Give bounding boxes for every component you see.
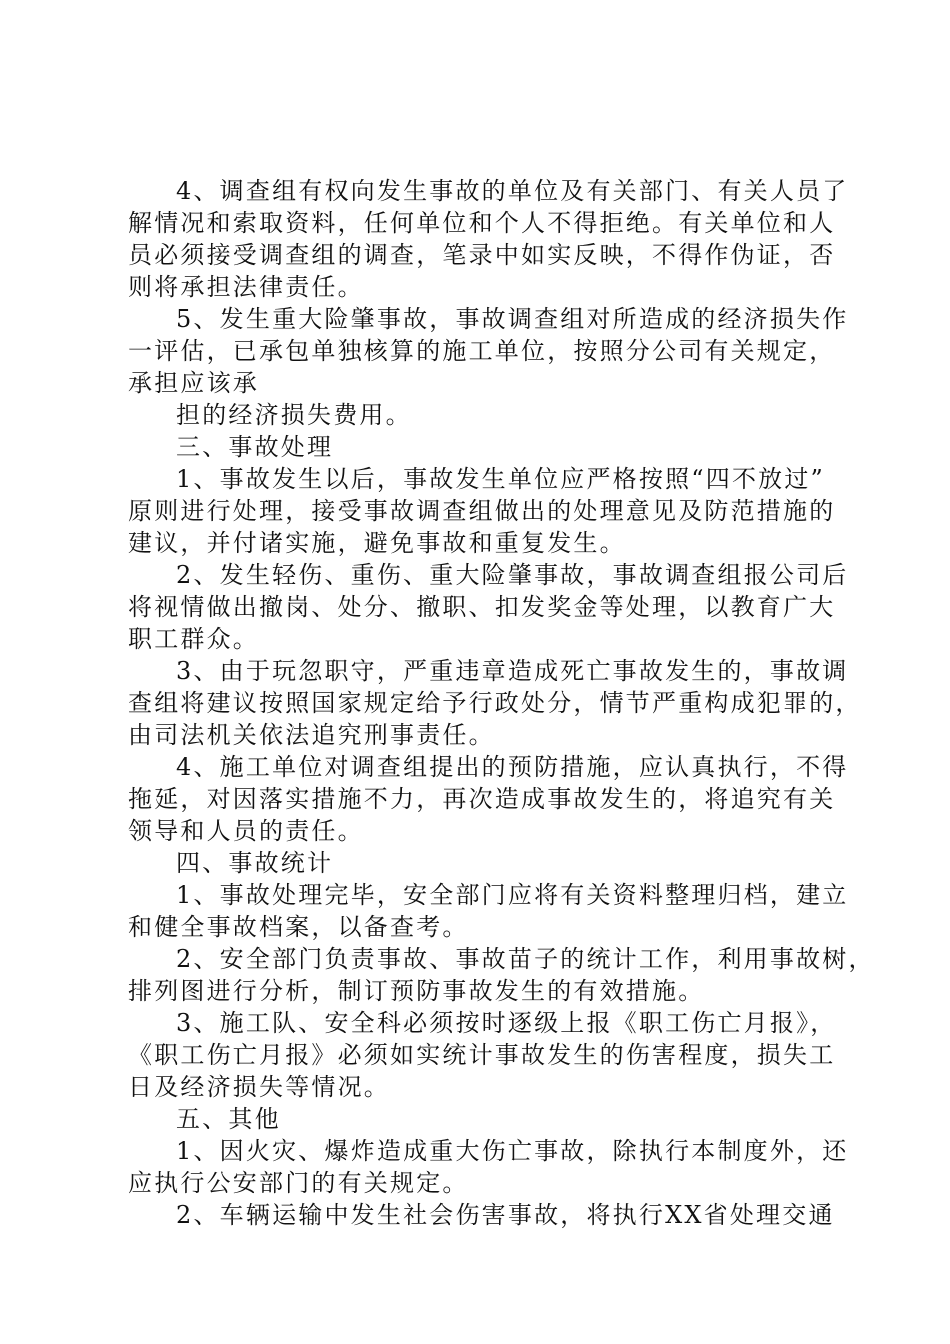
- text-line: 《职工伤亡月报》必须如实统计事故发生的伤害程度，损失工: [128, 1041, 836, 1069]
- text-line: 1、因火灾、爆炸造成重大伤亡事故，除执行本制度外，还: [176, 1137, 849, 1165]
- section-heading: 五、其他: [176, 1105, 281, 1133]
- text-line: 则将承担法律责任。: [128, 273, 364, 301]
- section-heading: 四、事故统计: [176, 849, 334, 877]
- text-line: 日及经济损失等情况。: [128, 1073, 390, 1101]
- text-line: 应执行公安部门的有关规定。: [128, 1169, 469, 1197]
- text-line: 领导和人员的责任。: [128, 817, 364, 845]
- text-line: 一评估，已承包单独核算的施工单位，按照分公司有关规定，: [128, 337, 836, 365]
- text-line: 3、施工队、安全科必须按时逐级上报《职工伤亡月报》，: [176, 1009, 837, 1037]
- text-line: 4、施工单位对调查组提出的预防措施，应认真执行，不得: [176, 753, 849, 781]
- text-line: 员必须接受调查组的调查，笔录中如实反映，不得作伪证，否: [128, 241, 836, 269]
- text-line: 2、安全部门负责事故、事故苗子的统计工作，利用事故树，: [176, 945, 875, 973]
- text-line: 3、由于玩忽职守，严重违章造成死亡事故发生的，事故调: [176, 657, 849, 685]
- section-heading: 三、事故处理: [176, 433, 334, 461]
- text-line: 和健全事故档案，以备查考。: [128, 913, 469, 941]
- text-line: 建议，并付诸实施，避免事故和重复发生。: [128, 529, 626, 557]
- text-line: 拖延，对因落实措施不力，再次造成事故发生的，将追究有关: [128, 785, 836, 813]
- text-line: 1、事故处理完毕，安全部门应将有关资料整理归档，建立: [176, 881, 849, 909]
- text-line: 将视情做出撤岗、处分、撤职、扣发奖金等处理，以教育广大: [128, 593, 836, 621]
- text-line: 查组将建议按照国家规定给予行政处分，情节严重构成犯罪的，: [128, 689, 862, 717]
- text-line: 解情况和索取资料，任何单位和个人不得拒绝。有关单位和人: [128, 209, 836, 237]
- text-line: 排列图进行分析，制订预防事故发生的有效措施。: [128, 977, 705, 1005]
- text-line: 原则进行处理，接受事故调查组做出的处理意见及防范措施的: [128, 497, 836, 525]
- text-line: 承担应该承: [128, 369, 259, 397]
- text-line: 由司法机关依法追究刑事责任。: [128, 721, 495, 749]
- text-line: 1、事故发生以后，事故发生单位应严格按照“四不放过”: [176, 465, 826, 493]
- text-line: 职工群众。: [128, 625, 259, 653]
- text-line: 2、发生轻伤、重伤、重大险肇事故，事故调查组报公司后: [176, 561, 849, 589]
- text-line: 2、车辆运输中发生社会伤害事故，将执行XX省处理交通: [176, 1201, 835, 1229]
- text-line: 担的经济损失费用。: [176, 401, 412, 429]
- text-line: 4、调查组有权向发生事故的单位及有关部门、有关人员了: [176, 177, 849, 205]
- text-line: 5、发生重大险肇事故，事故调查组对所造成的经济损失作: [176, 305, 849, 333]
